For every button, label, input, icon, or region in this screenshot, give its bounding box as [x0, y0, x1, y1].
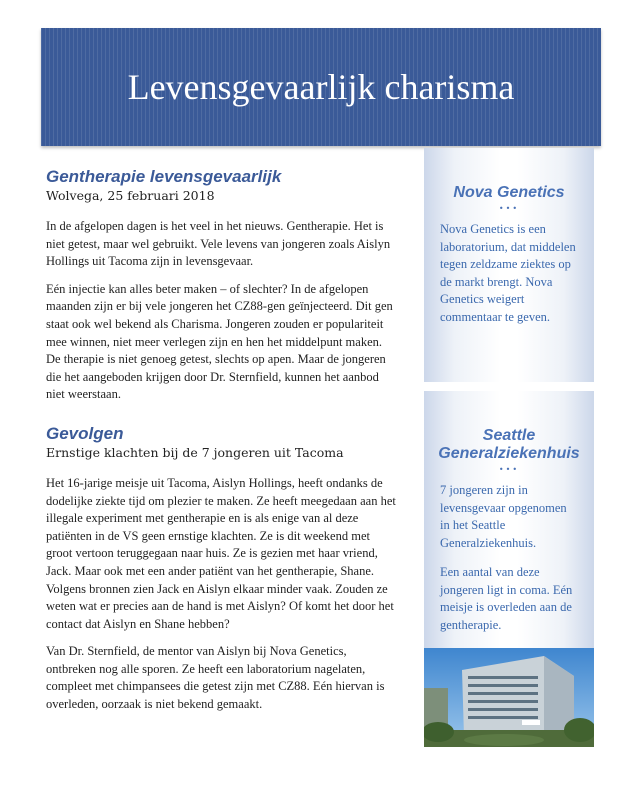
paragraph: Het 16-jarige meisje uit Tacoma, Aislyn Hollings, heeft ondanks de dodelijke ziekte tijd om plezier te maken. Ze heeft meegedaan aan het illegale experiment met gentherapie en is als enige van al deze patiënten in de VS geen ernstige klachten. Ze is dit weekend met groot vertoon teruggegaan naar huis. Ze is gezien met haar vriend, Jack. Maar ook met een ander patiënt van het gentherapie, Shane. Volgens bronnen zien Jack en Aislyn elkaar minder vaak. Zouden ze weten wat er precies aan de hand is met Aislyn? Of komt het door het contact dat Aislyn en Shane hebben?: [46, 475, 396, 631]
sidebar-seattle-hospital: [424, 391, 594, 747]
page-title: Levensgevaarlijk charisma: [127, 67, 515, 107]
dots-divider: •••: [498, 465, 520, 474]
sidebar-title: Nova Genetics: [453, 184, 565, 201]
section-title: Gentherapie levensgevaarlijk: [46, 167, 282, 186]
sidebar-text: Een aantal van deze jongeren ligt in coma. Eén meisje is overleden aan de gentherapie.: [440, 565, 573, 632]
title-banner: [41, 28, 601, 146]
main-article: [46, 167, 396, 724]
paragraph: Eén injectie kan alles beter maken – of slechter? In de afgelopen maanden zijn er bij vele jongeren het CZ88-gen geïnjecteerd. Dit gen staat ook wel bekend als Charisma. Jongeren zouden er populariteit mee winnen, niet meer verlegen zijn en hen het middelpunt maken. De therapie is niet genoeg getest, slechts op apen. Maar de jongeren die het aangeboden krijgen door Dr. Sternfield, kunnen het aanbod niet weerstaan.: [46, 281, 393, 402]
sidebar-text: Nova Genetics is een laboratorium, dat middelen tegen zeldzame ziektes op de markt brengt. Nova Genetics weigert commentaar te geven.: [440, 222, 576, 324]
paragraph: In de afgelopen dagen is het veel in het nieuws. Gentherapie. Het is niet getest, maar wel gebruikt. Vele levens van jongeren zoals Aislyn Hollings uit Tacoma zijn in levensgevaar.: [46, 219, 391, 269]
section-title: Gevolgen: [46, 423, 124, 443]
sidebar-title: Seattle Generalziekenhuis: [438, 427, 580, 462]
dots-divider: •••: [498, 204, 520, 213]
sidebar-text: 7 jongeren zijn in levensgevaar opgenomen in het Seattle Generalziekenhuis.: [440, 483, 567, 550]
section-subtitle: Ernstige klachten bij de 7 jongeren uit Tacoma: [46, 444, 344, 460]
hospital-photo: [424, 648, 594, 747]
paragraph: Van Dr. Sternfield, de mentor van Aislyn bij Nova Genetics, ontbreken nog alle sporen. Ze heeft een laboratorium nagelaten, compleet met chimpansees die getest zijn met CZ88. Eén hiervan is overleden, oorzaak is niet bekend gemaakt.: [46, 644, 385, 712]
sidebar-nova-genetics: [424, 148, 594, 382]
section-subtitle: Wolvega, 25 februari 2018: [46, 188, 215, 203]
